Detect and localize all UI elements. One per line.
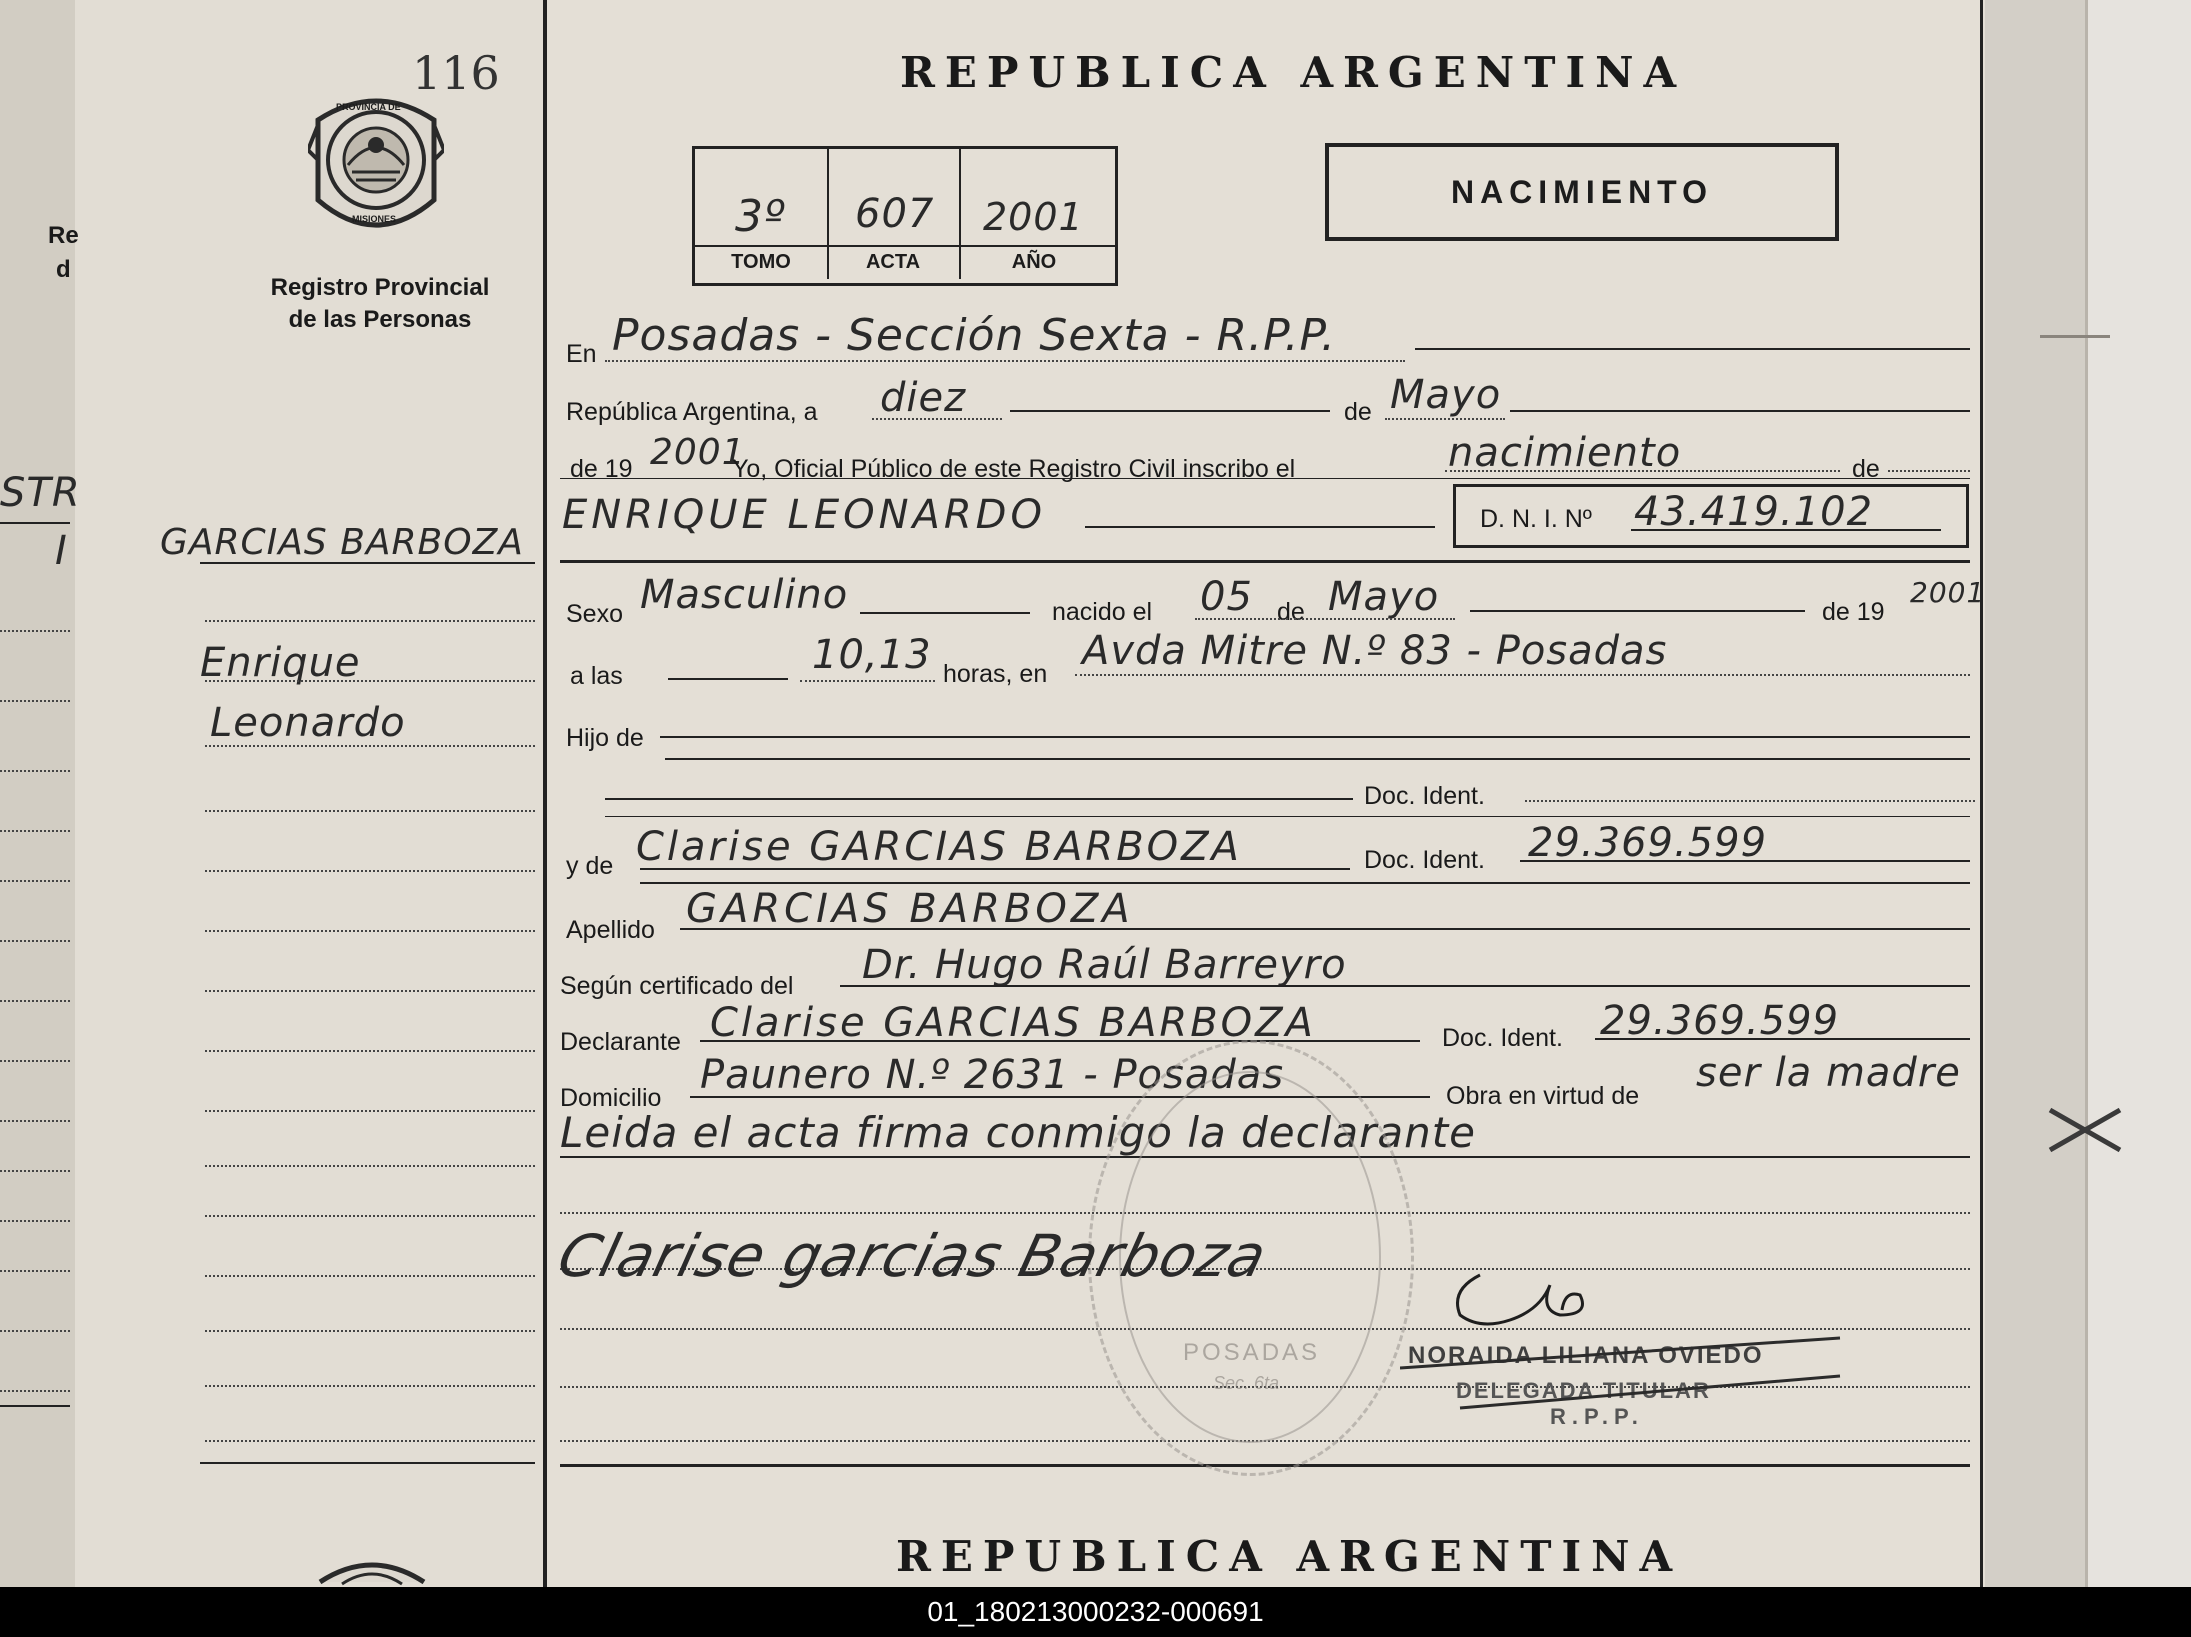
edge-fragment-3: STR [0,470,81,516]
official-title: DELEGADA TITULAR [1456,1378,1711,1403]
sexo-label: Sexo [566,600,623,628]
birth-de-label: de [1277,598,1305,626]
apellido-label: Apellido [566,916,655,944]
oficial-text: Yo, Oficial Público de este Registro Civil inscribo el [732,455,1296,483]
birth-de19-label: de 19 [1822,598,1885,626]
act-type-box: NACIMIENTO [1325,143,1839,241]
acta-label: ACTA [865,251,921,273]
right-page-border [1980,0,1983,1587]
seal-center-text: POSADAS [1183,1339,1321,1366]
misiones-crest-icon-bottom [312,1552,432,1587]
hijo-label: Hijo de [566,724,644,752]
birth-year: 2001 [1910,576,1986,609]
inscribo-value: nacimiento [1448,430,1682,476]
day-value: diez [880,375,967,421]
sexo-value: Masculino [640,572,849,618]
tomo-label: TOMO [731,251,791,273]
obra-value: ser la madre [1696,1050,1961,1096]
page-number: 116 [412,46,500,100]
dni-box [1453,484,1969,548]
side-surname: GARCIAS BARBOZA [160,522,524,563]
binding-stitch-icon [2040,1100,2130,1160]
acta-value: 607 [855,191,935,237]
declarante-doc: 29.369.599 [1600,998,1840,1044]
image-caption: 01_180213000232-000691 [0,1587,2191,1637]
domicilio-value: Paunero N.º 2631 - Posadas [700,1052,1285,1098]
person-name: ENRIQUE LEONARDO [562,492,1046,538]
tomo-value: 3º [735,191,786,242]
domicilio-label: Domicilio [560,1084,662,1112]
nacido-label: nacido el [1052,598,1153,626]
en-label: En [566,340,597,368]
registry-line-1: Registro Provincial [270,274,490,301]
de19-label: de 19 [570,455,633,483]
mother-doc: 29.369.599 [1528,820,1768,866]
registry-name [255,272,505,336]
misiones-crest-icon [308,90,444,240]
official-office: R.P.P. [1550,1404,1644,1429]
next-form-title: REPUBLICA ARGENTINA [896,1532,1683,1581]
father-doc-label: Doc. Ident. [1364,782,1485,810]
month-value: Mayo [1390,372,1502,418]
declarante-signature: Clarise garcias Barboza [551,1222,1274,1290]
dni-label: D. N. I. Nº [1480,505,1592,533]
obra-label: Obra en virtud de [1446,1082,1640,1110]
month-de-label: de [1344,398,1372,426]
closing-text: Leida el acta firma conmigo la declarante [560,1108,1477,1157]
birth-month: Mayo [1328,574,1440,620]
ano-label: AÑO [1011,251,1057,273]
binding-strip [2085,0,2191,1587]
edge-fragment-2: d [56,256,71,283]
mother-doc-label: Doc. Ident. [1364,846,1485,874]
country-title: REPUBLICA ARGENTINA [900,48,1687,97]
mother-name: Clarise GARCIAS BARBOZA [636,824,1242,870]
declarante-value: Clarise GARCIAS BARBOZA [710,1000,1316,1046]
registry-line-2: de las Personas [288,306,472,333]
birth-day: 05 [1200,574,1253,620]
left-page-border [543,0,547,1587]
doctor-value: Dr. Hugo Raúl Barreyro [862,942,1347,988]
edge-rule [0,522,70,524]
year-value: 2001 [650,432,746,473]
en-value: Posadas - Sección Sexta - R.P.P. [612,310,1336,361]
official-name: NORAIDA LILIANA OVIEDO [1408,1342,1764,1369]
dni-value: 43.419.102 [1634,489,1874,535]
ano-value: 2001 [983,195,1084,239]
declarante-doc-label: Doc. Ident. [1442,1024,1563,1052]
edge-fragment-4: I [55,528,68,574]
yde-label: y de [566,852,614,880]
horas-label: horas, en [943,660,1048,688]
side-first-name: Enrique [200,640,361,686]
crest-top-text: PROVINCIA DE [336,102,401,112]
seal-sub-text: Sec. 6ta [1213,1373,1280,1393]
hour-value: 10,13 [812,632,932,678]
crest-bottom-text: MISIONES [352,214,397,224]
side-second-name: Leonardo [210,700,406,746]
declarante-label: Declarante [560,1028,681,1056]
alas-label: a las [570,662,623,690]
edge-fragment-1: Re [48,222,79,249]
apellido-value: GARCIAS BARBOZA [686,886,1134,932]
signature-strike-lines [1400,1328,1850,1428]
place-value: Avda Mitre N.º 83 - Posadas [1082,628,1668,674]
binding-fold [2085,0,2088,1587]
de-end-label: de [1852,455,1880,483]
segun-label: Según certificado del [560,972,794,1000]
record-box [692,146,1118,286]
binding-mark [2040,315,2110,338]
republica-label: República Argentina, a [566,398,818,426]
